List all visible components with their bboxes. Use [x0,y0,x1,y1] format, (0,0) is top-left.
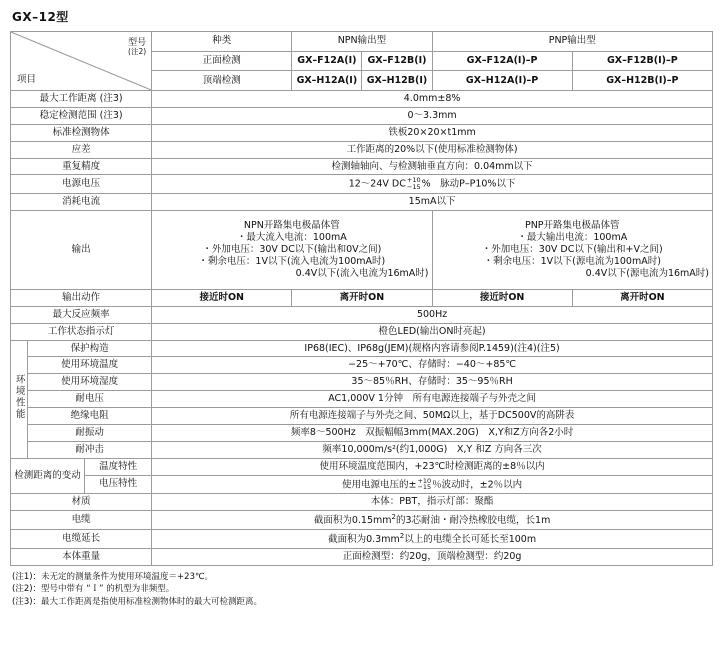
row-value-cable: 截面积为$0.15mm^2$的3芯耐油・耐冷热橡胶电缆，长1m [152,511,713,530]
env-label-3: 耐电压 [28,391,152,408]
table-row-standard-object [11,124,713,141]
row-value-output-pnp: PNP开路集电极晶体管 ・最大输出电流：100mA ・外加电压：30V DC以下(输出和+V之间) ・剩余电压：1V以下(源电流为100mA时) 0.4V以下(源电流为16mA时) [432,210,712,289]
specification-table [10,31,713,566]
footnotes [10,571,713,608]
model-front-2: GX–F12B(I) [362,51,432,71]
table-row-variation-voltage [11,475,713,494]
variation-voltage-post: ％波动时，±2％以内 [432,478,523,490]
row-label-supply-voltage: 电源电压 [11,175,152,194]
env-value-0: IP68(IEC)、IP68g(JEM)(规格内容请参阅P.1459)(注4)(注5) [152,340,713,357]
env-value-1: −25～+70℃、存储时：−40～+85℃ [152,357,713,374]
model-top-3: GX–H12A(I)–P [432,71,572,91]
row-label-material: 材质 [11,494,152,511]
header-front-detect: 正面检测 [152,51,292,71]
table-row-env-humidity [11,374,713,391]
variation-voltage-pre: 使用电源电压的± [341,478,417,490]
table-row-repeatability [11,158,713,175]
row-label-hysteresis: 应差 [11,141,152,158]
row-value-standard-object: 铁板20×20×t1mm [152,124,713,141]
variation-value-0: 使用环境温度范围内，+23℃时检测距离的±8％以内 [152,458,713,475]
env-value-2: 35～85％RH、存储时：35～95％RH [152,374,713,391]
model-front-1: GX–F12A(I) [292,51,362,71]
variation-label-1: 电压特性 [85,475,152,494]
corner-item-label: 项目 [17,74,37,86]
table-row-variation-temp [11,458,713,475]
row-value-current-draw: 15mA以下 [152,194,713,211]
env-value-6: 频率10,000m/s²(约1,000G) X,Y 和Z 方向各三次 [152,441,713,458]
row-value-response-freq: 500Hz [152,306,713,323]
table-row-current-draw [11,194,713,211]
table-row-cable-extension [11,530,713,549]
output-action-4: 离开时ON [572,289,712,306]
variation-voltage-tolerance: +10 −15 [417,476,432,492]
env-value-5: 频率8～500Hz 双振幅幅3mm(MAX.20G) X,Y和Z方向各2小时 [152,424,713,441]
variation-label-0: 温度特性 [85,458,152,475]
table-row-indicator [11,323,713,340]
row-label-output: 输出 [11,210,152,289]
table-row-weight [11,549,713,566]
table-row-kind [11,32,713,52]
table-row-env-vibration [11,424,713,441]
env-value-3: AC1,000V 1分钟 所有电源连接端子与外壳之间 [152,391,713,408]
model-top-1: GX–H12A(I) [292,71,362,91]
table-row-env-insulation [11,408,713,425]
header-pnp: PNP输出型 [432,32,712,52]
table-row-hysteresis [11,141,713,158]
corner-model-label: 型号 (注2) [128,38,147,57]
table-row-output [11,210,713,289]
row-value-weight: 正面检测型：约20g，顶端检测型：约20g [152,549,713,566]
row-label-cable-extension: 电缆延长 [11,530,152,549]
env-label-1: 使用环境温度 [28,357,152,374]
corner-header [11,32,152,91]
supply-voltage-pre: 12～24V DC [348,178,406,190]
row-label-weight: 本体重量 [11,549,152,566]
footnote-3: (注3)：最大工作距离是指使用标准检测物体时的最大可检测距离。 [12,596,263,607]
row-label-standard-object: 标准检测物体 [11,124,152,141]
row-value-repeatability: 检测轴轴向、与检测轴垂直方向：0.04mm以下 [152,158,713,175]
model-top-4: GX–H12B(I)–P [572,71,712,91]
table-row-stable-range [11,107,713,124]
supply-voltage-tolerance: +10 −15 [406,176,421,192]
row-value-max-distance: 4.0mm±8% [152,91,713,108]
row-value-stable-range: 0～3.3mm [152,107,713,124]
row-label-variation: 检测距离的变动 [11,458,85,494]
variation-value-1 [152,475,713,494]
table-row-max-distance [11,91,713,108]
row-label-current-draw: 消耗电流 [11,194,152,211]
output-action-3: 接近时ON [432,289,572,306]
output-action-1: 接近时ON [152,289,292,306]
table-row-env-withstand-voltage [11,391,713,408]
env-label-0: 保护构造 [28,340,152,357]
supply-voltage-post: % 脉动P–P10%以下 [421,178,516,190]
header-kind-label: 种类 [152,32,292,52]
row-label-indicator: 工作状态指示灯 [11,323,152,340]
row-value-supply-voltage [152,175,713,194]
output-action-2: 离开时ON [292,289,432,306]
table-row-supply-voltage [11,175,713,194]
header-top-detect: 顶端检测 [152,71,292,91]
row-label-environment: 环境性能 [11,340,28,458]
table-row-output-action [11,289,713,306]
row-label-output-action: 输出动作 [11,289,152,306]
model-front-3: GX–F12A(I)–P [432,51,572,71]
table-row-response-freq [11,306,713,323]
model-top-2: GX–H12B(I) [362,71,432,91]
env-value-4: 所有电源连接端子与外壳之间、50MΩ以上，基于DC500V的高阱表 [152,408,713,425]
footnote-1: (注1)：未无定的测量条件为使用环境温度＝+23℃。 [12,571,214,582]
page-title: GX–12型 [12,10,69,24]
row-label-repeatability: 重复精度 [11,158,152,175]
table-row-env-temp [11,357,713,374]
table-row-env-protection [11,340,713,357]
env-label-2: 使用环境湿度 [28,374,152,391]
table-row-cable [11,511,713,530]
row-value-indicator: 橙色LED(输出ON时亮起) [152,323,713,340]
table-row-env-shock [11,441,713,458]
model-front-4: GX–F12B(I)–P [572,51,712,71]
row-value-hysteresis: 工作距离的20%以下(使用标准检测物体) [152,141,713,158]
row-label-max-distance: 最大工作距离 (注3) [11,91,152,108]
row-value-output-npn: NPN开路集电极晶体管 ・最大流入电流：100mA ・外加电压：30V DC以下(输出和0V之间) ・剩余电压：1V以下(流入电流为100mA时) 0.4V以下(流入电流为16mA时) [152,210,432,289]
row-value-material: 本体：PBT，指示灯部：聚酯 [152,494,713,511]
row-label-stable-range: 稳定检测范围 (注3) [11,107,152,124]
row-value-cable-extension: 截面积为$0.3mm^2$以上的电缆全长可延长至100m [152,530,713,549]
table-row-material [11,494,713,511]
row-label-response-freq: 最大反应频率 [11,306,152,323]
row-label-cable: 电缆 [11,511,152,530]
footnote-2: (注2)：型号中带有 “Ｉ” 的机型为非频型。 [12,584,175,595]
header-npn: NPN输出型 [292,32,432,52]
env-label-4: 绝缘电阻 [28,408,152,425]
env-label-6: 耐冲击 [28,441,152,458]
env-label-5: 耐振动 [28,424,152,441]
